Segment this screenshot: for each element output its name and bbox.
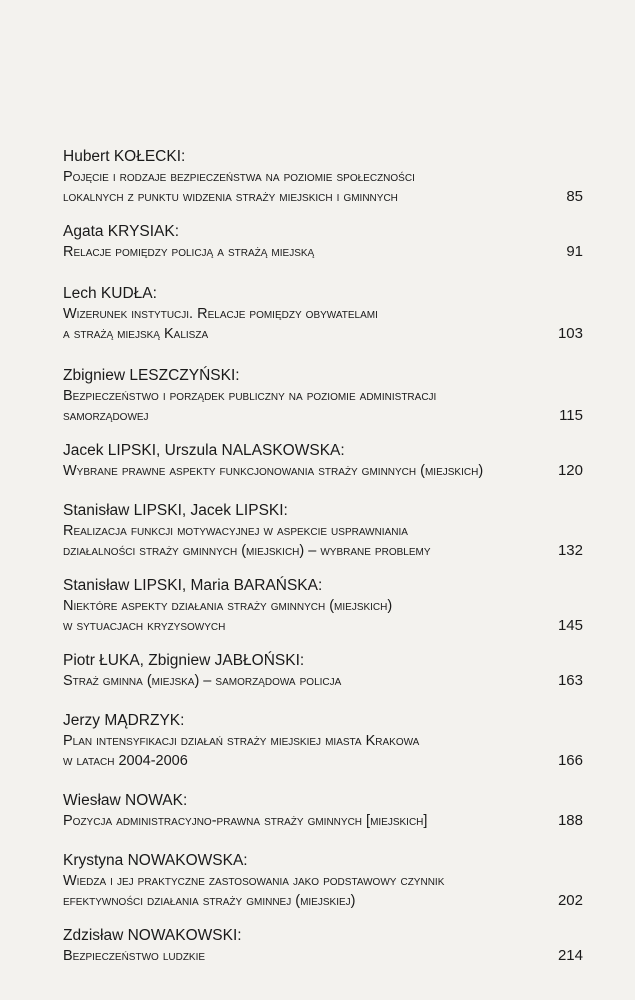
toc-entry-title bbox=[63, 671, 548, 691]
toc-entry-author: Stanisław LIPSKI, Maria BARAŃSKA: bbox=[63, 577, 323, 594]
toc-entry-title-line: Niektóre aspekty działania straży gminnych (miejskich) bbox=[63, 598, 393, 614]
toc-entry-title-line: Realizacja funkcji motywacyjnej w aspekcie usprawniania bbox=[63, 523, 408, 539]
toc-entry-title bbox=[63, 731, 548, 771]
toc-entry-body bbox=[63, 811, 583, 831]
toc-entry bbox=[63, 651, 583, 691]
toc-entry-title-line: a strażą miejską Kalisza bbox=[63, 326, 209, 342]
toc-entry-title-line: Pojęcie i rodzaje bezpieczeństwa na poziomie społeczności bbox=[63, 169, 415, 185]
toc-entry-title bbox=[63, 871, 548, 911]
toc-entry-body bbox=[63, 671, 583, 691]
toc-entry-body bbox=[63, 304, 583, 344]
toc-entry-title-line: Wybrane prawne aspekty funkcjonowania straży gminnych (miejskich) bbox=[63, 463, 484, 479]
toc-entry-body bbox=[63, 461, 583, 481]
toc-entry-page-number: 188 bbox=[557, 812, 583, 829]
toc-entry bbox=[63, 501, 583, 561]
toc-entry-body bbox=[63, 167, 583, 207]
toc-entry-title-line: Plan intensyfikacji działań straży miejskiej miasta Krakowa bbox=[63, 733, 420, 749]
toc-entry-title-line: Relacje pomiędzy policją a strażą miejską bbox=[63, 244, 315, 260]
toc-entry-author: Agata KRYSIAK: bbox=[63, 223, 180, 240]
toc-entry-title-line: Bezpieczeństwo i porządek publiczny na poziomie administracji bbox=[63, 388, 437, 404]
toc-entry-title bbox=[63, 386, 548, 426]
toc-entry-page-number: 145 bbox=[557, 617, 583, 634]
toc-entry bbox=[63, 851, 583, 911]
toc-entry-body bbox=[63, 386, 583, 426]
toc-entry-page-number: 202 bbox=[557, 892, 583, 909]
toc-entry-page-number: 214 bbox=[557, 947, 583, 964]
toc-entry-title bbox=[63, 811, 548, 831]
toc-entry-title bbox=[63, 596, 548, 636]
toc-entry-page-number: 85 bbox=[566, 188, 583, 205]
toc-entry-author: Krystyna NOWAKOWSKA: bbox=[63, 852, 248, 869]
toc-entry-page-number: 120 bbox=[557, 462, 583, 479]
toc-entry bbox=[63, 711, 583, 771]
toc-entry-author: Hubert KOŁECKI: bbox=[63, 148, 186, 165]
toc-entry bbox=[63, 441, 583, 481]
toc-entry-title-line: lokalnych z punktu widzenia straży miejskich i gminnych bbox=[63, 189, 398, 205]
toc-entry-body bbox=[63, 731, 583, 771]
toc-entry-title-line: w sytuacjach kryzysowych bbox=[63, 618, 226, 634]
toc-entry-page-number: 163 bbox=[557, 672, 583, 689]
toc-entry-title-line: Wizerunek instytucji. Relacje pomiędzy obywatelami bbox=[63, 306, 378, 322]
toc-entry-author: Piotr ŁUKA, Zbigniew JABŁOŃSKI: bbox=[63, 652, 305, 669]
toc-entry bbox=[63, 791, 583, 831]
toc-entry-page-number: 132 bbox=[557, 542, 583, 559]
toc-entry-title bbox=[63, 304, 548, 344]
toc-entry-title bbox=[63, 946, 548, 966]
toc-entry-author: Jacek LIPSKI, Urszula NALASKOWSKA: bbox=[63, 442, 345, 459]
toc-entry-author: Lech KUDŁA: bbox=[63, 285, 157, 302]
toc-entry bbox=[63, 284, 583, 344]
toc-entry bbox=[63, 366, 583, 426]
toc-entry-author: Stanisław LIPSKI, Jacek LIPSKI: bbox=[63, 502, 288, 519]
toc-entry-page-number: 166 bbox=[557, 752, 583, 769]
toc-entry-title-line: Bezpieczeństwo ludzkie bbox=[63, 948, 206, 964]
toc-entry-title-line: w latach 2004-2006 bbox=[63, 753, 188, 769]
toc-entry-body bbox=[63, 521, 583, 561]
toc-entry-author: Wiesław NOWAK: bbox=[63, 792, 188, 809]
toc-entry-body bbox=[63, 871, 583, 911]
toc-entry-body bbox=[63, 242, 583, 262]
toc-entry-title-line: samorządowej bbox=[63, 408, 149, 424]
toc-entry-title-line: Pozycja administracyjno-prawna straży gminnych [miejskich] bbox=[63, 813, 428, 829]
toc-entry-title-line: Straż gminna (miejska) – samorządowa policja bbox=[63, 673, 342, 689]
toc-entry-body bbox=[63, 946, 583, 966]
toc-entry-title bbox=[63, 521, 548, 561]
toc-entry-author: Zdzisław NOWAKOWSKI: bbox=[63, 927, 242, 944]
toc-entry bbox=[63, 576, 583, 636]
toc-entry-author: Jerzy MĄDRZYK: bbox=[63, 712, 185, 729]
toc-entry-title bbox=[63, 167, 548, 207]
toc-entry-title-line: efektywności działania straży gminnej (miejskiej) bbox=[63, 893, 356, 909]
toc-entry-author: Zbigniew LESZCZYŃSKI: bbox=[63, 367, 240, 384]
toc-entry bbox=[63, 926, 583, 966]
toc-entry-page-number: 103 bbox=[557, 325, 583, 342]
toc-entry-title-line: działalności straży gminnych (miejskich) – wybrane problemy bbox=[63, 543, 431, 559]
toc-entry bbox=[63, 147, 583, 207]
table-of-contents bbox=[63, 129, 583, 966]
toc-entry-page-number: 115 bbox=[559, 407, 583, 424]
toc-entry-page-number: 91 bbox=[566, 243, 583, 260]
toc-entry-title bbox=[63, 461, 548, 481]
toc-entry bbox=[63, 222, 583, 262]
toc-entry-body bbox=[63, 596, 583, 636]
toc-entry-title-line: Wiedza i jej praktyczne zastosowania jako podstawowy czynnik bbox=[63, 873, 445, 889]
toc-entry-title bbox=[63, 242, 548, 262]
